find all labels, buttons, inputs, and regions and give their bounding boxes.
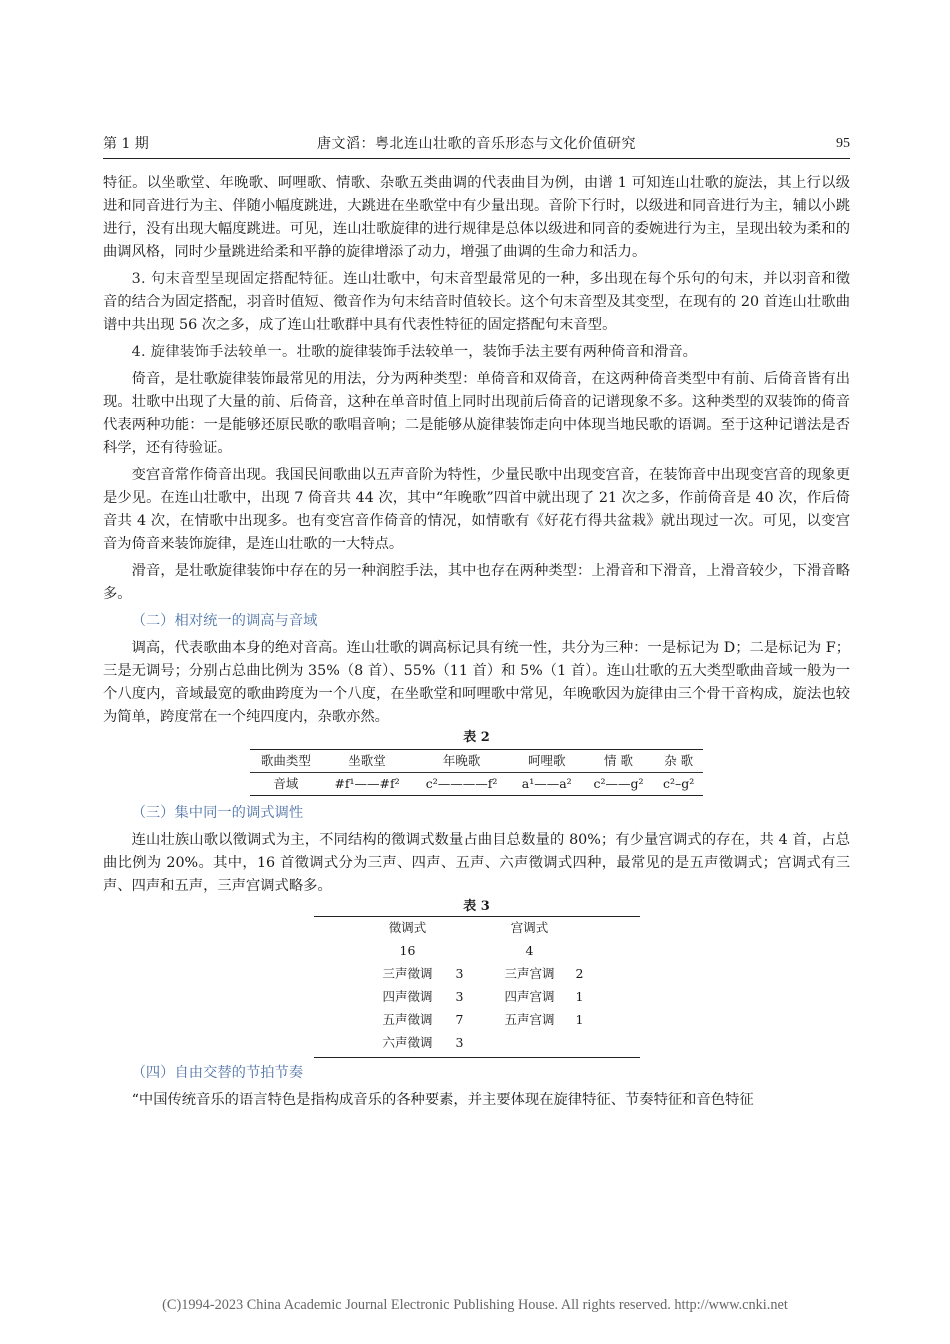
table-cell: 三声宫调 bbox=[504, 966, 555, 981]
table-caption: 表 3 bbox=[463, 899, 490, 914]
paragraph-text: 壮歌的旋律装饰手法较单一，装饰手法主要有两种倚音和滑音。 bbox=[296, 344, 697, 360]
table-cell: 3 bbox=[455, 1035, 464, 1050]
article-body bbox=[103, 172, 850, 1116]
table-row bbox=[314, 1032, 640, 1054]
table-row bbox=[314, 940, 640, 962]
point-heading: 3. 句末音型呈现固定搭配特征。 bbox=[131, 271, 344, 287]
running-title: 唐文滔：粤北连山壮歌的音乐形态与文化价值研究 bbox=[317, 136, 636, 152]
table-cell: 3 bbox=[455, 989, 464, 1004]
section-heading: （三）集中同一的调式调性 bbox=[131, 805, 304, 821]
table-cell: 情 歌 bbox=[583, 750, 655, 773]
table-header-row bbox=[314, 917, 640, 939]
table-cell: 杂 歌 bbox=[654, 750, 703, 773]
table-cell: 年晚歌 bbox=[412, 750, 511, 773]
paragraph: 倚音，是壮歌旋律装饰最常见的用法，分为两种类型：单倚音和双倚音，在这两种倚音类型中有前、后倚音皆有出现。壮歌中出现了大量的前、后倚音，这种在单音时值上同时出现前后倚音的记谱现象不多。这种类型的双装饰的倚音代表两种功能：一是能够还原民歌的歌唱音响；二是能够从旋律装饰走向中体现当地民歌的语调。至于这种记谱法是否科学，还有待验证。 bbox=[103, 371, 850, 456]
table-row bbox=[250, 773, 703, 796]
section-heading: （四）自由交替的节拍节奏 bbox=[131, 1065, 304, 1081]
issue-number: 第 1 期 bbox=[103, 136, 149, 152]
table-row bbox=[314, 1009, 640, 1031]
table-cell: a¹——a² bbox=[521, 776, 572, 791]
table-cell: 三声徵调 bbox=[382, 966, 433, 981]
table-cell: 五声宫调 bbox=[504, 1012, 555, 1027]
paragraph bbox=[103, 341, 850, 364]
table-cell: 五声徵调 bbox=[382, 1012, 433, 1027]
paragraph bbox=[103, 268, 850, 337]
table-cell: 徵调式 bbox=[388, 920, 427, 935]
paragraph: 滑音，是壮歌旋律装饰中存在的另一种润腔手法，其中也存在两种类型：上滑音和下滑音，上滑音较少，下滑音略多。 bbox=[103, 563, 850, 602]
table-cell: c²——g² bbox=[593, 776, 644, 791]
point-heading: 4. 旋律装饰手法较单一。 bbox=[131, 344, 297, 360]
table-cell: 六声徵调 bbox=[382, 1035, 433, 1050]
table-cell: 16 bbox=[399, 943, 416, 958]
table-cell: 2 bbox=[575, 966, 584, 981]
mode-table bbox=[314, 916, 640, 1058]
table-cell: 呵哩歌 bbox=[511, 750, 583, 773]
paragraph: “中国传统音乐的语言特色是指构成音乐的各种要素，并主要体现在旋律特征、节奏特征和音色特征 bbox=[131, 1092, 754, 1108]
table-row bbox=[314, 963, 640, 985]
paragraph: 连山壮族山歌以徵调式为主，不同结构的徵调式数量占曲目总数量的 80%；有少量宫调式的存在，共 4 首，占总曲比例为 20%。其中，16 首徵调式分为三声、四声、五声、六声徵调式四种，最常见的是五声徵调式；宫调式有三声、四声和五声，三声宫调式略多。 bbox=[103, 832, 850, 894]
table-caption: 表 2 bbox=[463, 730, 490, 745]
table-header-row bbox=[250, 750, 703, 773]
table-cell: 四声宫调 bbox=[504, 989, 555, 1004]
page-number: 95 bbox=[836, 136, 850, 151]
table-row bbox=[314, 986, 640, 1008]
table-cell: 四声徵调 bbox=[382, 989, 433, 1004]
vocal-range-table bbox=[250, 749, 703, 796]
table-cell: 宫调式 bbox=[510, 920, 549, 935]
table-cell: 1 bbox=[575, 1012, 584, 1027]
table-cell: #f¹——#f² bbox=[334, 776, 400, 791]
table-cell: 7 bbox=[455, 1012, 464, 1027]
paragraph: 特征。以坐歌堂、年晚歌、呵哩歌、情歌、杂歌五类曲调的代表曲目为例，由谱 1 可知连山壮歌的旋法，其上行以级进和同音进行为主、伴随小幅度跳进，大跳进在坐歌堂中有少量出现。音阶下行时，以级进和同音进行为主，辅以小跳进行，没有出现大幅度跳进。可见，连山壮歌旋律的进行规律是总体以级进和同音的委婉进行为主，呈现出较为柔和的曲调风格，同时少量跳进给柔和平静的旋律增添了动力，增强了曲调的生命力和活力。 bbox=[103, 175, 850, 260]
copyright-footer: (C)1994-2023 China Academic Journal Electronic Publishing House. All rights reserved. http://www.cnki.net bbox=[162, 1297, 788, 1313]
paragraph: 变宫音常作倚音出现。我国民间歌曲以五声音阶为特性，少量民歌中出现变宫音，在装饰音中出现变宫音的现象更是少见。在连山壮歌中，出现 7 倚音共 44 次，其中“年晚歌”四首中就出现了 21 次之多，作前倚音是 40 次，作后倚音共 4 次，在情歌中出现多。也有变宫音作倚音的情况，如情歌有《好花冇得共盆栽》就出现过一次。可见，以变宫音为倚音来装饰旋律，是连山壮歌的一大特点。 bbox=[103, 467, 850, 552]
running-header bbox=[103, 134, 850, 159]
paragraph: 调高，代表歌曲本身的绝对音高。连山壮歌的调高标记具有统一性，共分为三种：一是标记为 D；二是标记为 F；三是无调号；分别占总曲比例为 35%（8 首）、55%（11 首）和 5%（1 首）。连山壮歌的五大类型歌曲音域一般为一个八度内，音域最宽的歌曲跨度为一个八度，在坐歌堂和呵哩歌中常见，年晚歌因为旋律由三个骨干音构成，旋法也较为简单，跨度常在一个纯四度内，杂歌亦然。 bbox=[103, 640, 850, 725]
table-cell: 坐歌堂 bbox=[322, 750, 413, 773]
table-cell: 3 bbox=[455, 966, 464, 981]
table-cell: 1 bbox=[575, 989, 584, 1004]
section-heading: （二）相对统一的调高与音域 bbox=[131, 613, 318, 629]
table-cell: 4 bbox=[525, 943, 534, 958]
table-cell: 音域 bbox=[273, 776, 299, 791]
table-cell: c²–g² bbox=[663, 776, 695, 791]
table-cell: 歌曲类型 bbox=[250, 750, 322, 773]
table-cell: c²————f² bbox=[425, 776, 498, 791]
paragraph-text: 连山壮歌中，句末音型最常见的一种，多出现在每个乐句的句末，并以羽音和徵音的结合为固定搭配，羽音时值短、徵音作为句末结音时值较长。这个句末音型及其变型，在现有的 20 首连山壮歌曲谱中共出现 56 次之多，成了连山壮歌群中具有代表性特征的固定搭配句末音型。 bbox=[103, 271, 851, 333]
